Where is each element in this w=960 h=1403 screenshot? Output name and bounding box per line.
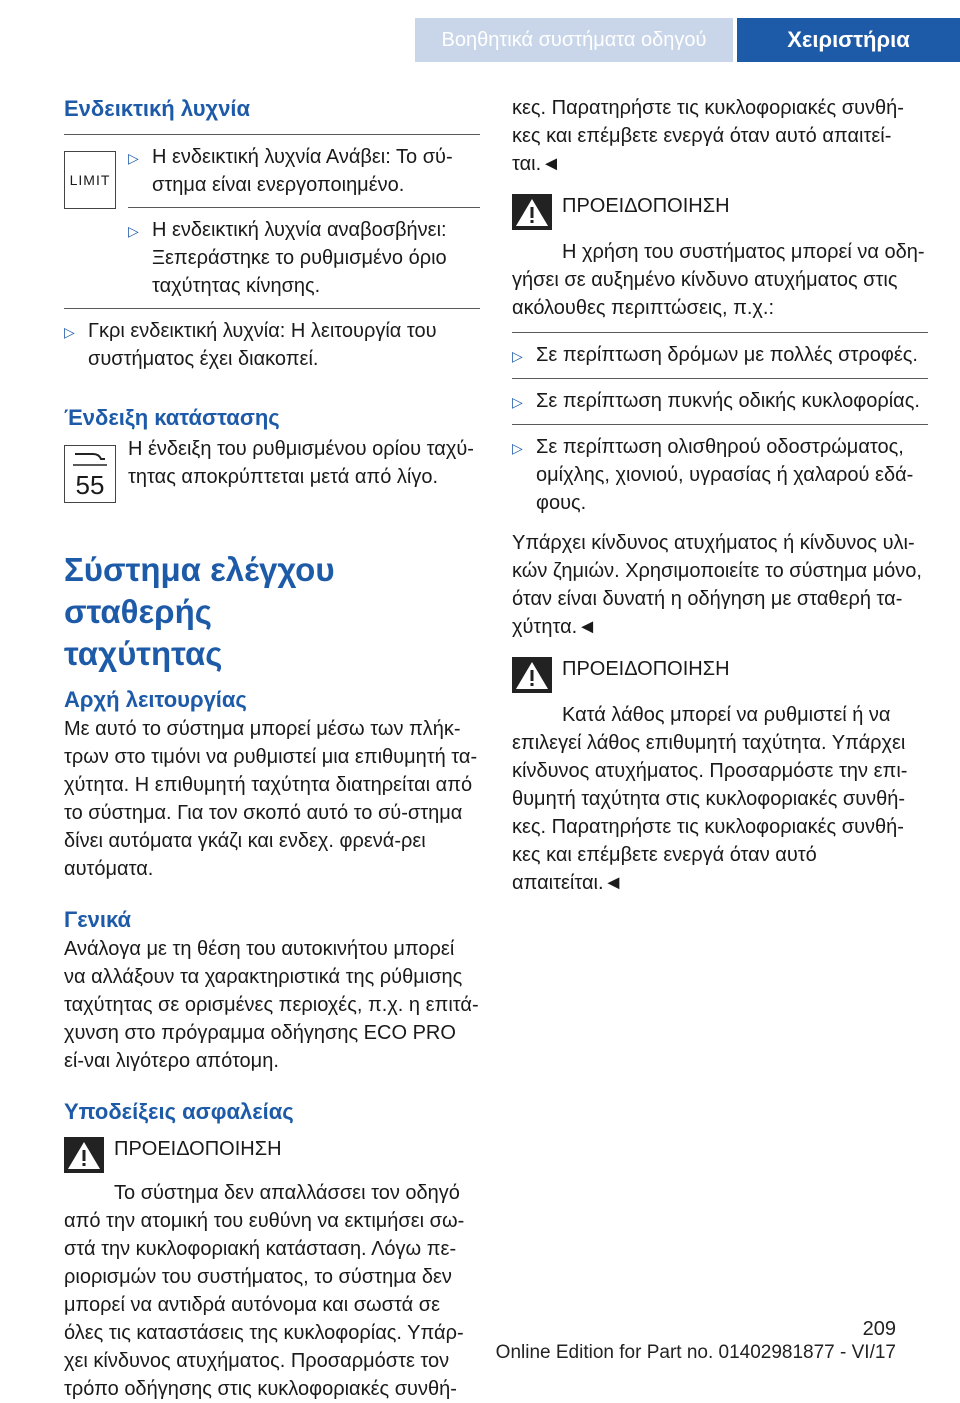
- warning-text-continued: κες. Παρατηρήστε τις κυκλοφοριακές συνθή-κες και επέμβετε ενεργά όταν αυτό απαιτεί-ται.◄: [512, 97, 904, 175]
- list-item: ▷ Σε περίπτωση ολισθηρού οδοστρώματος, ομίχλης, χιονιού, υγρασίας ή χαλαρού εδά-φους.: [512, 433, 928, 517]
- warning-triangle-icon: [512, 194, 552, 230]
- principle-heading: Αρχή λειτουργίας: [64, 687, 247, 712]
- warning-text: Το σύστημα δεν απαλλάσσει τον οδηγό από την ατομική του ευθύνη να εκτιμήσει σω-στά την κυκλοφοριακή κατάσταση. Λόγω πε-ριορισμών του συστήματος, το σύστημα δεν μπορεί να αντιδρά αυτόνομα και σωστά σε όλες τις καταστάσεις της κυκλοφορίας. Υπάρ-χει κίνδυνος ατυχήματος. Προσαρμόστε τον τρόπο οδήγησης στις κυκλοφοριακές συνθή-: [64, 1182, 465, 1400]
- list-item: ▷ Η ενδεικτική λυχνία Ανάβει: Το σύ-στημα είναι ενεργοποιημένο.: [128, 143, 480, 199]
- status-display-block: [64, 435, 480, 503]
- warning-title: ΠΡΟΕΙΔΟΠΟΙΗΣΗ: [114, 1138, 282, 1160]
- triangle-right-icon: ▷: [128, 150, 139, 166]
- right-column: [512, 94, 928, 897]
- safety-heading: Υποδείξεις ασφαλείας: [64, 1099, 294, 1124]
- section-tab: Βοηθητικά συστήματα οδηγού: [415, 18, 733, 62]
- triangle-right-icon: ▷: [64, 324, 75, 340]
- separator: [64, 308, 480, 309]
- triangle-right-icon: ▷: [512, 394, 523, 410]
- principle-text: Με αυτό το σύστημα μπορεί μέσω των πλήκ-τρων στο τιμόνι να ρυθμιστεί μια επιθυμητή τα-χύτητα. Η επιθυμητή ταχύτητα διατηρείται από το σύστημα. Για τον σκοπό αυτό το σύ-στημα δίνει αυτόματα γκάζι και ενδεχ. φρενά-ρει αυτόματα.: [64, 718, 478, 880]
- separator: [512, 424, 928, 425]
- warning-block: [512, 655, 928, 701]
- warning-text: Κατά λάθος μπορεί να ρυθμιστεί ή να επιλεγεί λάθος επιθυμητή ταχύτητα. Υπάρχει κίνδυνος ατυχήματος. Προσαρμόστε την επι-θυμητή ταχύτητα στις κυκλοφοριακές συνθή-κες. Παρατηρήστε τις κυκλοφοριακές συνθή-κες και επέμβετε ενεργά όταν αυτό απαιτείται.◄: [512, 704, 908, 894]
- warning-triangle-icon: [64, 1137, 104, 1173]
- warning-triangle-icon: [512, 657, 552, 693]
- triangle-right-icon: ▷: [512, 348, 523, 364]
- chapter-tab: Χειριστήρια: [737, 18, 960, 62]
- list-item: ▷ Σε περίπτωση πυκνής οδικής κυκλοφορίας.: [512, 387, 928, 416]
- speed-limit-icon: [64, 445, 116, 503]
- warning-block: [64, 1135, 480, 1181]
- separator: [64, 134, 480, 135]
- limit-icon-label: LIMIT: [69, 172, 111, 188]
- list-item: ▷ Σε περίπτωση δρόμων με πολλές στροφές.: [512, 341, 928, 370]
- warning-title: ΠΡΟΕΙΔΟΠΟΙΗΣΗ: [562, 195, 730, 217]
- triangle-right-icon: ▷: [128, 223, 139, 239]
- general-heading: Γενικά: [64, 907, 132, 932]
- warning-text: Η χρήση του συστήματος μπορεί να οδη-γήσει σε αυξημένο κίνδυνο ατυχήματος στις ακόλουθες περιπτώσεις, π.χ.:: [512, 241, 925, 319]
- indicator-lamp-block: [64, 143, 480, 300]
- page-number: 209: [862, 1318, 896, 1340]
- triangle-right-icon: ▷: [512, 440, 523, 456]
- warning-consequence-text: Υπάρχει κίνδυνος ατυχήματος ή κίνδυνος υλι-κών ζημιών. Χρησιμοποιείτε το σύστημα μόνο, όταν είναι δυνατή η οδήγηση με σταθερή τα-χύτητα.◄: [512, 532, 922, 638]
- warning-title: ΠΡΟΕΙΔΟΠΟΙΗΣΗ: [562, 658, 730, 680]
- separator: [512, 332, 928, 333]
- list-item: ▷ Η ενδεικτική λυχνία αναβοσβήνει: Ξεπεράστηκε το ρυθμισμένο όριο ταχύτητας κίνησης.: [128, 216, 480, 300]
- list-item: ▷ Γκρι ενδεικτική λυχνία: Η λειτουργία του συστήματος έχει διακοπεί.: [64, 317, 480, 373]
- page-header: [0, 0, 960, 62]
- left-column: [64, 94, 480, 1403]
- limit-icon: [64, 151, 116, 209]
- indicator-lamp-heading: Ενδεικτική λυχνία: [64, 96, 251, 121]
- separator: [512, 378, 928, 379]
- status-display-text: Η ένδειξη του ρυθμισμένου ορίου ταχύ-τητας αποκρύπτεται μετά από λίγο.: [128, 438, 474, 488]
- status-display-heading: Ένδειξη κατάστασης: [64, 405, 280, 430]
- separator: [128, 207, 480, 208]
- speed-limit-value: 55: [75, 470, 105, 500]
- cruise-control-title: Σύστημα ελέγχου σταθερής ταχύτητας: [64, 551, 335, 672]
- general-text: Ανάλογα με τη θέση του αυτοκινήτου μπορεί να αλλάξουν τα χαρακτηριστικά της ρύθμισης ταχύτητας σε ορισμένες περιοχές, π.χ. η επιτά-χυνση στο πρόγραμμα οδήγησης ECO PRO εί-ναι λιγότερο απότομη.: [64, 938, 479, 1072]
- warning-block: [512, 192, 928, 238]
- edition-note: Online Edition for Part no. 01402981877 - VI/17: [495, 1342, 896, 1363]
